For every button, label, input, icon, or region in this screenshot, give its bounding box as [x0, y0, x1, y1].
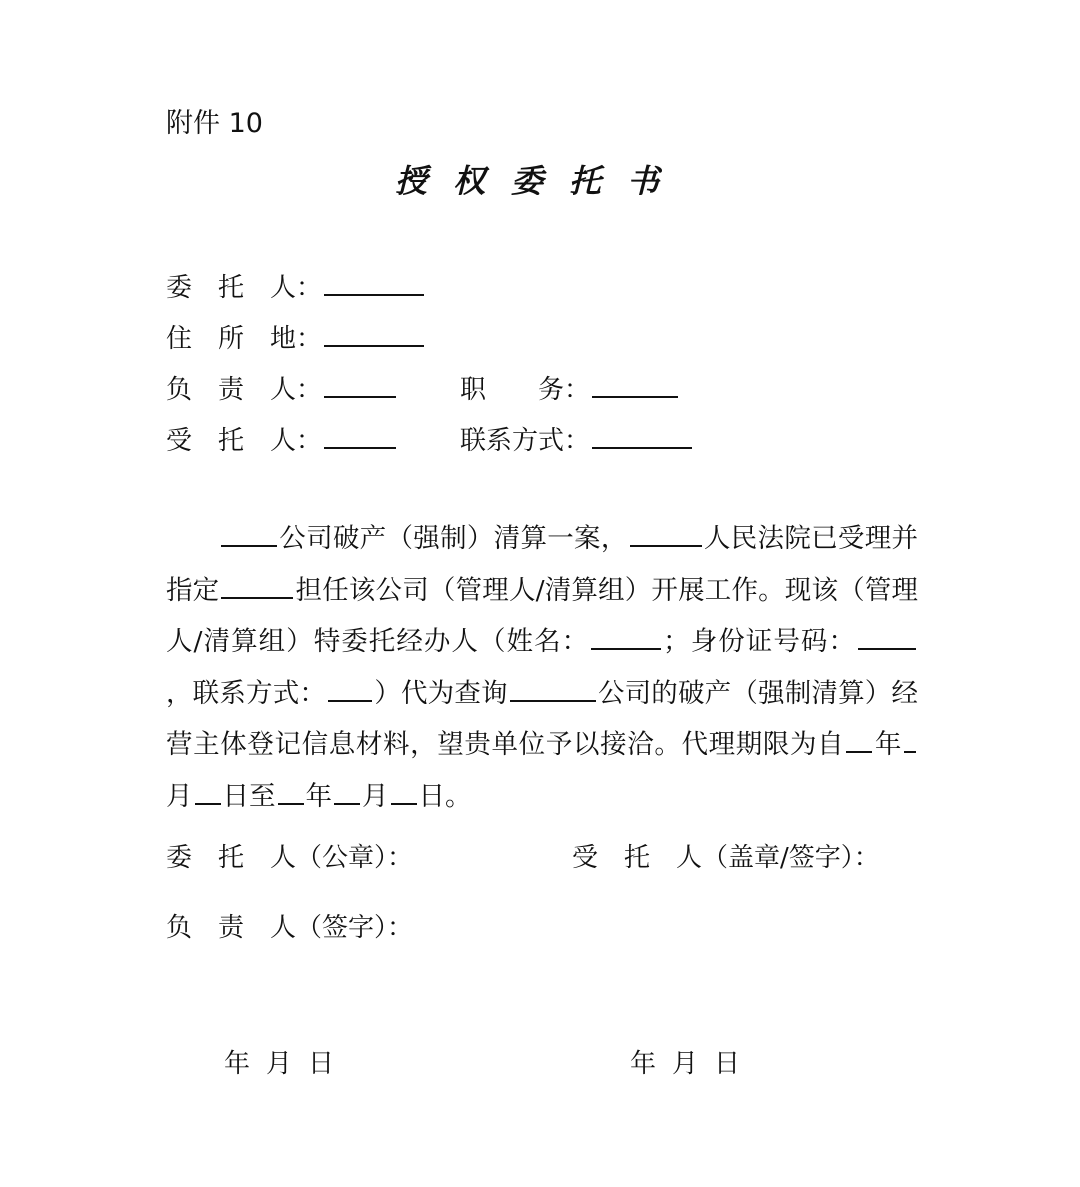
date-right-month: 月 [672, 1049, 699, 1079]
end-day-blank[interactable] [391, 781, 417, 805]
principal-seal-line: 委 托 人（公章）： [166, 843, 414, 873]
address-field [166, 319, 426, 357]
body-text-7: 公司的破产（强制清算）经营主体登记信息材料，望贵单位予以接洽。代理期限为自 [166, 677, 918, 760]
body-text-5: ，联系方式： [166, 677, 327, 709]
responsible-label: 负 责 人： [166, 375, 323, 405]
query-company-blank[interactable] [510, 678, 596, 702]
address-blank[interactable] [324, 319, 424, 347]
body-text-4: ；身份证号码： [663, 626, 856, 657]
start-day-blank[interactable] [195, 781, 221, 805]
attachment-number: 附件 10 [166, 108, 263, 139]
agent-label: 受 托 人： [166, 426, 323, 456]
end-year-text: 年 [305, 780, 332, 812]
contact-blank[interactable] [592, 421, 692, 449]
position-blank[interactable] [592, 370, 678, 398]
principal-field [166, 268, 426, 306]
position-label: 职 务： [460, 375, 591, 405]
end-month-text: 月 [362, 780, 389, 812]
start-year-text: 年 [874, 729, 903, 760]
administrator-blank[interactable] [221, 575, 293, 599]
date-right [630, 1046, 756, 1082]
agent-field [166, 421, 398, 459]
start-month-text: 月 [166, 780, 193, 812]
date-right-year: 年 [630, 1049, 657, 1079]
agent-seal-line: 受 托 人（盖章/签字）： [572, 843, 880, 873]
address-label: 住 所 地： [166, 324, 323, 354]
start-month-blank[interactable] [904, 729, 916, 753]
principal-blank[interactable] [324, 268, 424, 296]
handler-contact-blank[interactable] [328, 678, 372, 702]
body-text-3: 担任该公司（管理人/清算组）开展工作。现该（管理人/清算组）特委托经办人（姓名： [166, 574, 918, 657]
date-left-day: 日 [308, 1049, 335, 1079]
date-left-year: 年 [224, 1049, 251, 1079]
court-blank[interactable] [630, 523, 702, 547]
end-month-blank[interactable] [334, 781, 360, 805]
responsible-field [166, 370, 398, 408]
agent-blank[interactable] [324, 421, 396, 449]
position-field [460, 370, 680, 408]
end-day-text: 日。 [418, 780, 472, 812]
authorization-body [166, 513, 918, 822]
start-year-blank[interactable] [846, 729, 872, 753]
start-day-text: 日至 [222, 780, 276, 812]
principal-label: 委 托 人： [166, 273, 323, 303]
handler-name-blank[interactable] [591, 626, 661, 650]
body-text-1: 公司破产（强制）清算一案， [279, 523, 628, 554]
end-year-blank[interactable] [278, 781, 304, 805]
body-text-6: ）代为查询 [374, 677, 508, 709]
id-number-blank[interactable] [858, 626, 916, 650]
date-left [224, 1046, 350, 1082]
document-title: 授权委托书 [394, 162, 685, 200]
date-right-day: 日 [714, 1049, 741, 1079]
contact-label: 联系方式： [460, 426, 591, 456]
date-left-month: 月 [266, 1049, 293, 1079]
contact-field [460, 421, 694, 459]
company-blank[interactable] [221, 523, 277, 547]
responsible-sign-line: 负 责 人（签字）： [166, 913, 414, 943]
body-text-2: 人民法院已受理并指定 [166, 523, 919, 606]
responsible-blank[interactable] [324, 370, 396, 398]
